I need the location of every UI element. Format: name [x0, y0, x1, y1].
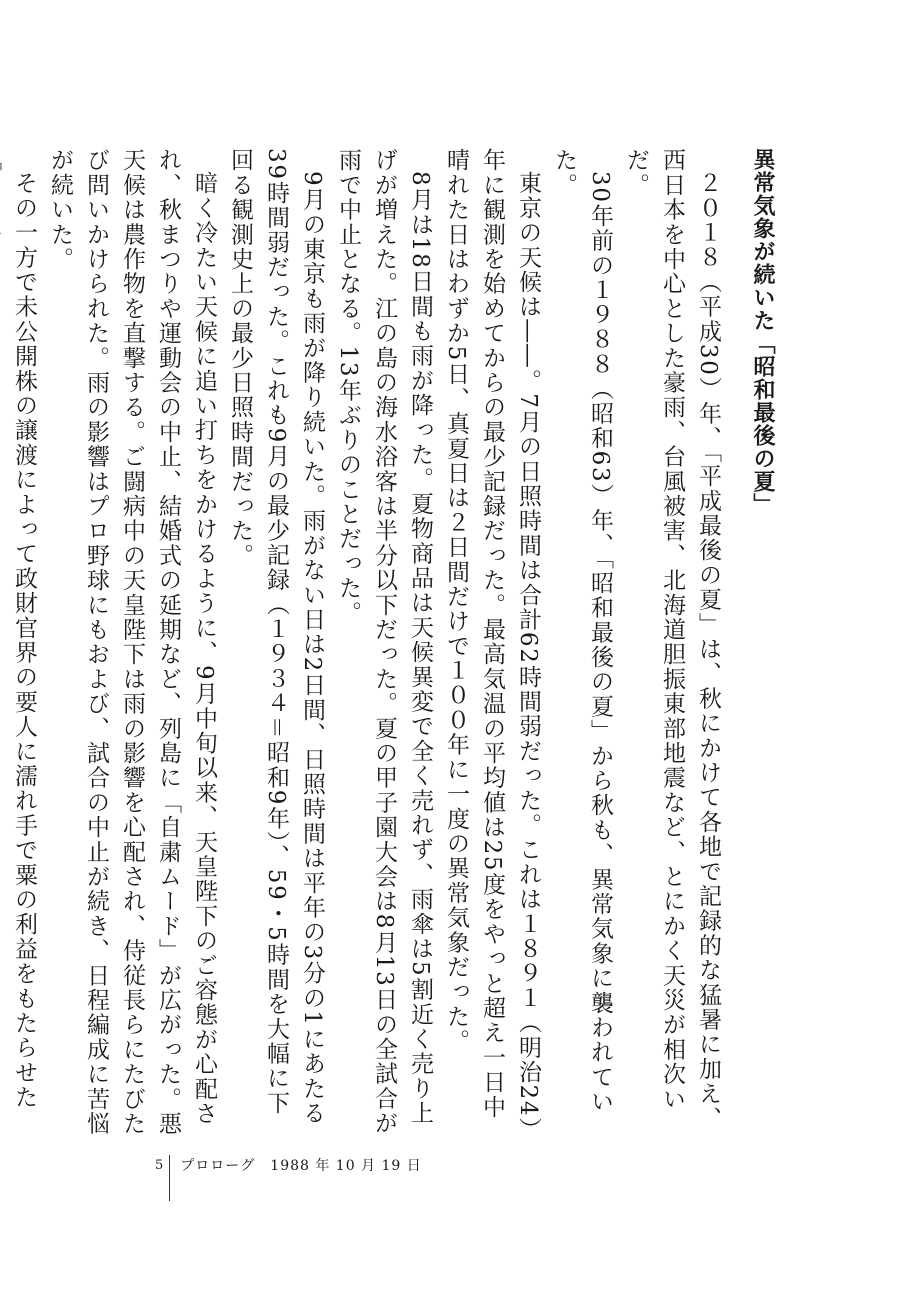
paragraph-4: 8月は18日間も雨が降った。夏物商品は天候異変で全く売れず、雨傘は5割近く売り上げが増えた。江の島の海水浴客は半分以下だった。夏の甲子園大会は8月13日の全試合が雨で中止となる。13年ぶりのことだった。 — [335, 148, 433, 1136]
vertical-text-block — [0, 148, 780, 1138]
running-head: プロローグ 1988 年 10 月 19 日 — [180, 1158, 422, 1174]
paragraph-2: 30年前の１９８８（昭和63）年、「昭和最後の夏」から秋も、異常気象に襲われていた。 — [551, 148, 613, 1115]
paragraph-6: 暗く冷たい天候に追い打ちをかけるように、9月中旬以来、天皇陛下のご容態が心配され、秋まつりや運動会の中止、結婚式の延期など、列島に「自粛ムード」が広がった。悪天候は農作物を直撃する。ご闘病中の天皇陛下は雨の影響を心配され、侍従長らにたびたび問いかけられた。雨の影響はプロ野球にもおよび、試合の中止が続き、日程編成に苦悩が続いた。 — [47, 148, 217, 1136]
page-footer — [155, 1155, 422, 1201]
page-number: 5 — [155, 1158, 164, 1173]
paragraph-1: ２０１８（平成30）年、「平成最後の夏」は、秋にかけて各地で記録的な猛暑に加え、西日本を中心とした豪雨、台風被害、北海道胆振東部地震など、とにかく天災が相次いだ。 — [623, 148, 721, 1131]
paragraph-7: その一方で未公開株の譲渡によって政財官界の要人に濡れ手で粟の利益をもたらせた — [11, 171, 37, 1110]
paragraph-3: 東京の天候は――。7月の日照時間は合計62時間弱だった。これは１８９１（明治24）年に観測を始めてからの最少記録だった。最高気温の平均値は25度をやっと超え一日中晴れた日はわずか5日、真夏日は２日間だけで１００年に一度の異常気象だった。 — [443, 148, 541, 1131]
footer-divider — [169, 1155, 170, 1201]
paragraph-5: 9月の東京も雨が降り続いた。雨がない日は2日間、日照時間は平年の3分の1にあたる39時間弱だった。これも9月の最少記録（１９３４＝昭和9年）、59・5時間を大幅に下回る観測史上の最少日照時間だった。 — [227, 148, 325, 1126]
section-heading: 異常気象が続いた「昭和最後の夏」 — [750, 148, 775, 516]
